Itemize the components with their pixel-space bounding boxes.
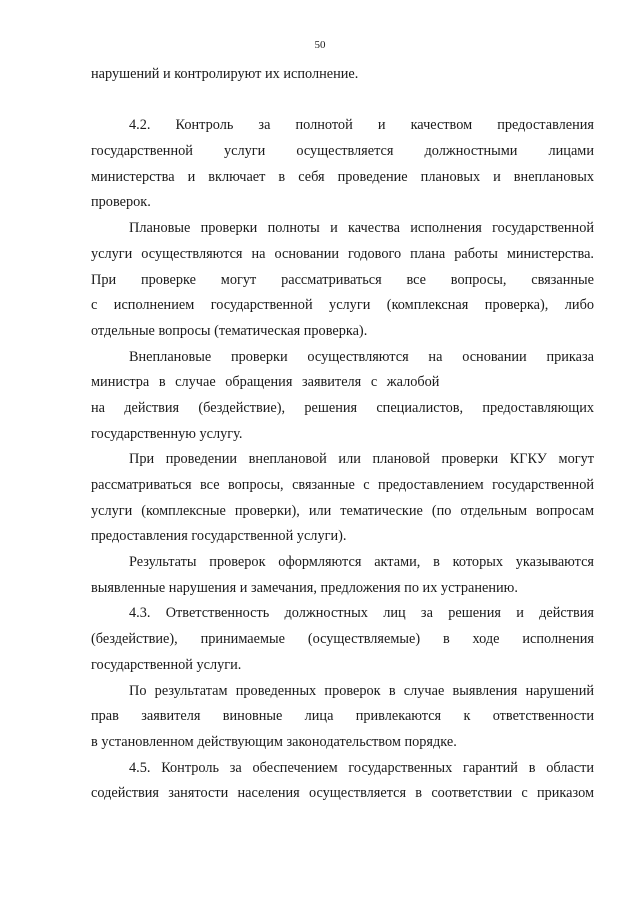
text-line: на действия (бездействие), решения специалистов, предоставляющих — [91, 399, 594, 416]
text-line: с исполнением государственной услуги (комплексная проверка), либо — [91, 297, 594, 314]
text-line: в установленном действующим законодательством порядке. — [91, 733, 457, 750]
text-line: Результаты проверок оформляются актами, в которых указываются — [129, 554, 594, 571]
text-line: министерства и включает в себя проведение плановых и внеплановых — [91, 168, 594, 185]
text-line: предоставления государственной услуги). — [91, 528, 347, 545]
text-line: По результатам проведенных проверок в случае выявления нарушений — [129, 682, 594, 699]
text-line: прав заявителя виновные лица привлекаются к ответственности — [91, 708, 594, 725]
text-line: При проверке могут рассматриваться все вопросы, связанные — [91, 271, 594, 288]
text-line: выявленные нарушения и замечания, предложения по их устранению. — [91, 579, 518, 596]
text-line: отдельные вопросы (тематическая проверка). — [91, 322, 368, 339]
text-line: 4.5. Контроль за обеспечением государственных гарантий в области — [129, 759, 594, 776]
paragraph-gap — [91, 88, 594, 114]
text-line: Плановые проверки полноты и качества исполнения государственной — [129, 220, 594, 237]
text-line: проверок. — [91, 194, 151, 211]
text-line: государственной услуги. — [91, 656, 242, 673]
text-line: рассматриваться все вопросы, связанные с предоставлением государственной — [91, 477, 594, 493]
text-line: министра в случае обращения заявителя с жалобой — [91, 374, 440, 391]
text-line: услуги осуществляются на основании годового плана работы министерства. — [91, 245, 594, 262]
document-body — [91, 62, 594, 807]
text-line: 4.2. Контроль за полнотой и качеством предоставления — [129, 117, 594, 134]
text-line: государственной услуги осуществляется должностными лицами — [91, 143, 594, 160]
text-line: 4.3. Ответственность должностных лиц за решения и действия — [129, 605, 594, 622]
text-line: Внеплановые проверки осуществляются на основании приказа — [129, 348, 594, 365]
text-line: нарушений и контролируют их исполнение. — [91, 66, 359, 82]
text-line: (бездействие), принимаемые (осуществляемые) в ходе исполнения — [91, 631, 594, 648]
text-line: государственную услугу. — [91, 425, 243, 442]
text-line: При проведении внеплановой или плановой проверки КГКУ могут — [129, 451, 594, 468]
page-number: 50 — [314, 39, 326, 51]
text-line: содействия занятости населения осуществляется в соответствии с приказом — [91, 785, 594, 802]
text-line: услуги (комплексные проверки), или тематические (по отдельным вопросам — [91, 502, 594, 519]
